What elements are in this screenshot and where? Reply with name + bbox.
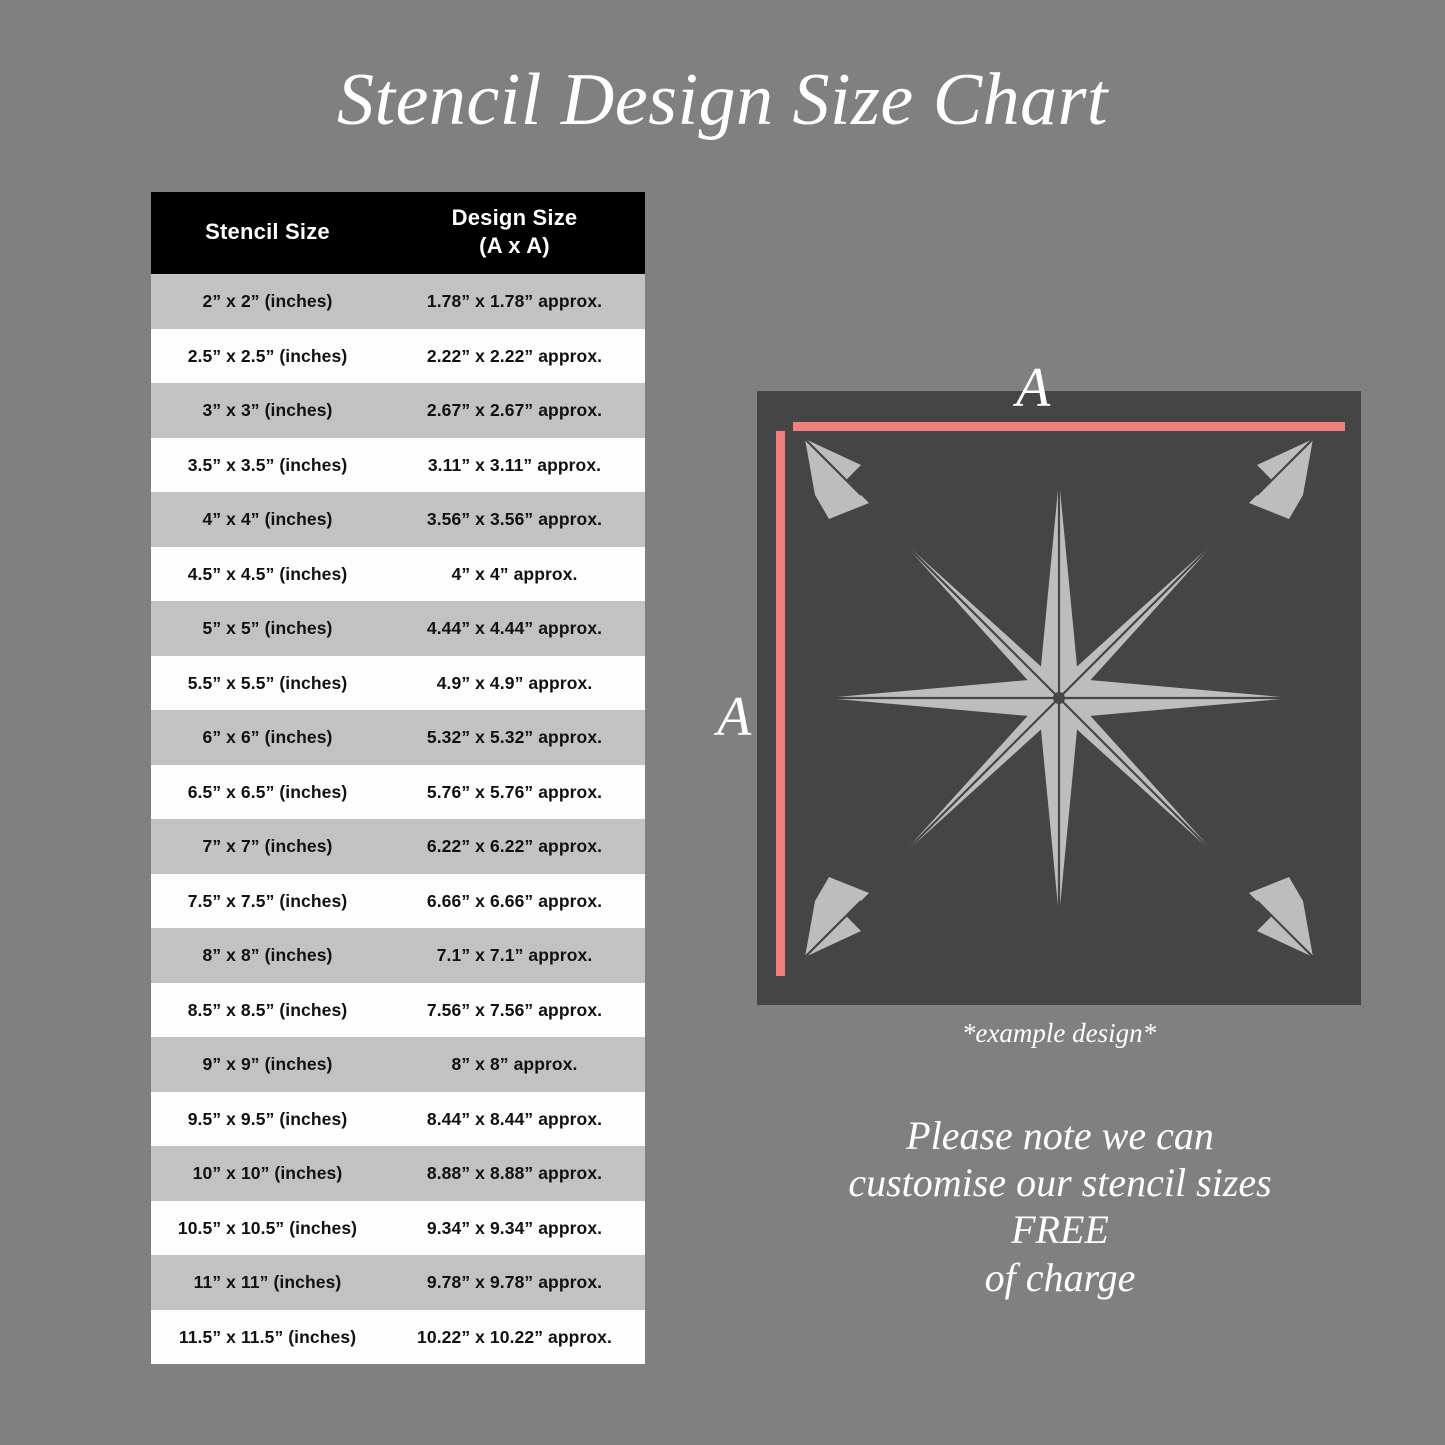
dimension-label-top: A xyxy=(1016,357,1051,419)
column-header-design-size xyxy=(384,192,645,274)
cell-stencil-size: 6” x 6” (inches) xyxy=(151,710,384,765)
table-row xyxy=(151,274,645,329)
table-row xyxy=(151,1037,645,1092)
cell-stencil-size: 11.5” x 11.5” (inches) xyxy=(151,1310,384,1365)
cell-stencil-size: 10.5” x 10.5” (inches) xyxy=(151,1201,384,1256)
column-header-design-size-line2: (A x A) xyxy=(479,233,550,259)
table-row xyxy=(151,928,645,983)
table-row xyxy=(151,1255,645,1310)
page-title: Stencil Design Size Chart xyxy=(337,59,1108,141)
stencil-size-table xyxy=(151,192,645,1364)
cell-design-size: 4” x 4” approx. xyxy=(384,547,645,602)
note-line-3: FREE xyxy=(1011,1207,1109,1253)
cell-design-size: 9.34” x 9.34” approx. xyxy=(384,1201,645,1256)
cell-design-size: 2.67” x 2.67” approx. xyxy=(384,383,645,438)
cell-design-size: 7.56” x 7.56” approx. xyxy=(384,983,645,1038)
cell-stencil-size: 9” x 9” (inches) xyxy=(151,1037,384,1092)
cell-design-size: 8” x 8” approx. xyxy=(384,1037,645,1092)
cell-stencil-size: 8.5” x 8.5” (inches) xyxy=(151,983,384,1038)
note-line-1: Please note we can xyxy=(906,1113,1214,1158)
cell-stencil-size: 10” x 10” (inches) xyxy=(151,1146,384,1201)
example-design-caption: *example design* xyxy=(961,1018,1157,1048)
cell-design-size: 7.1” x 7.1” approx. xyxy=(384,928,645,983)
table-row xyxy=(151,547,645,602)
table-row xyxy=(151,492,645,547)
table-row xyxy=(151,601,645,656)
table-row xyxy=(151,1201,645,1256)
dimension-label-left: A xyxy=(717,686,752,748)
compass-star-motif-icon xyxy=(757,391,1361,1005)
table-row xyxy=(151,819,645,874)
example-design-figure xyxy=(757,391,1361,1005)
stencil-panel xyxy=(757,391,1361,1005)
cell-stencil-size: 8” x 8” (inches) xyxy=(151,928,384,983)
table-row xyxy=(151,983,645,1038)
cell-stencil-size: 6.5” x 6.5” (inches) xyxy=(151,765,384,820)
cell-stencil-size: 2.5” x 2.5” (inches) xyxy=(151,329,384,384)
table-row xyxy=(151,710,645,765)
cell-stencil-size: 3” x 3” (inches) xyxy=(151,383,384,438)
table-row xyxy=(151,765,645,820)
cell-design-size: 4.9” x 4.9” approx. xyxy=(384,656,645,711)
cell-design-size: 8.44” x 8.44” approx. xyxy=(384,1092,645,1147)
table-row xyxy=(151,438,645,493)
table-header-row xyxy=(151,192,645,274)
cell-design-size: 1.78” x 1.78” approx. xyxy=(384,274,645,329)
dimension-line-vertical xyxy=(776,431,785,976)
cell-stencil-size: 5” x 5” (inches) xyxy=(151,601,384,656)
cell-stencil-size: 2” x 2” (inches) xyxy=(151,274,384,329)
cell-stencil-size: 9.5” x 9.5” (inches) xyxy=(151,1092,384,1147)
cell-design-size: 4.44” x 4.44” approx. xyxy=(384,601,645,656)
customisation-note xyxy=(735,1112,1385,1301)
cell-stencil-size: 3.5” x 3.5” (inches) xyxy=(151,438,384,493)
column-header-design-size-line1: Design Size xyxy=(451,205,578,230)
note-line-2: customise our stencil sizes xyxy=(848,1160,1272,1206)
column-header-stencil-size: Stencil Size xyxy=(151,192,384,274)
cell-design-size: 5.76” x 5.76” approx. xyxy=(384,765,645,820)
cell-design-size: 10.22” x 10.22” approx. xyxy=(384,1310,645,1365)
cell-stencil-size: 5.5” x 5.5” (inches) xyxy=(151,656,384,711)
table-row xyxy=(151,1146,645,1201)
dimension-line-horizontal xyxy=(793,422,1345,431)
table-row xyxy=(151,329,645,384)
cell-stencil-size: 4” x 4” (inches) xyxy=(151,492,384,547)
table-row xyxy=(151,656,645,711)
cell-design-size: 3.56” x 3.56” approx. xyxy=(384,492,645,547)
cell-stencil-size: 11” x 11” (inches) xyxy=(151,1255,384,1310)
table-row xyxy=(151,874,645,929)
cell-design-size: 8.88” x 8.88” approx. xyxy=(384,1146,645,1201)
cell-design-size: 2.22” x 2.22” approx. xyxy=(384,329,645,384)
table-row xyxy=(151,383,645,438)
table-row xyxy=(151,1310,645,1365)
cell-design-size: 9.78” x 9.78” approx. xyxy=(384,1255,645,1310)
cell-design-size: 6.66” x 6.66” approx. xyxy=(384,874,645,929)
cell-design-size: 3.11” x 3.11” approx. xyxy=(384,438,645,493)
table-row xyxy=(151,1092,645,1147)
cell-stencil-size: 4.5” x 4.5” (inches) xyxy=(151,547,384,602)
cell-design-size: 5.32” x 5.32” approx. xyxy=(384,710,645,765)
cell-design-size: 6.22” x 6.22” approx. xyxy=(384,819,645,874)
note-line-4: of charge xyxy=(984,1254,1136,1300)
cell-stencil-size: 7” x 7” (inches) xyxy=(151,819,384,874)
cell-stencil-size: 7.5” x 7.5” (inches) xyxy=(151,874,384,929)
